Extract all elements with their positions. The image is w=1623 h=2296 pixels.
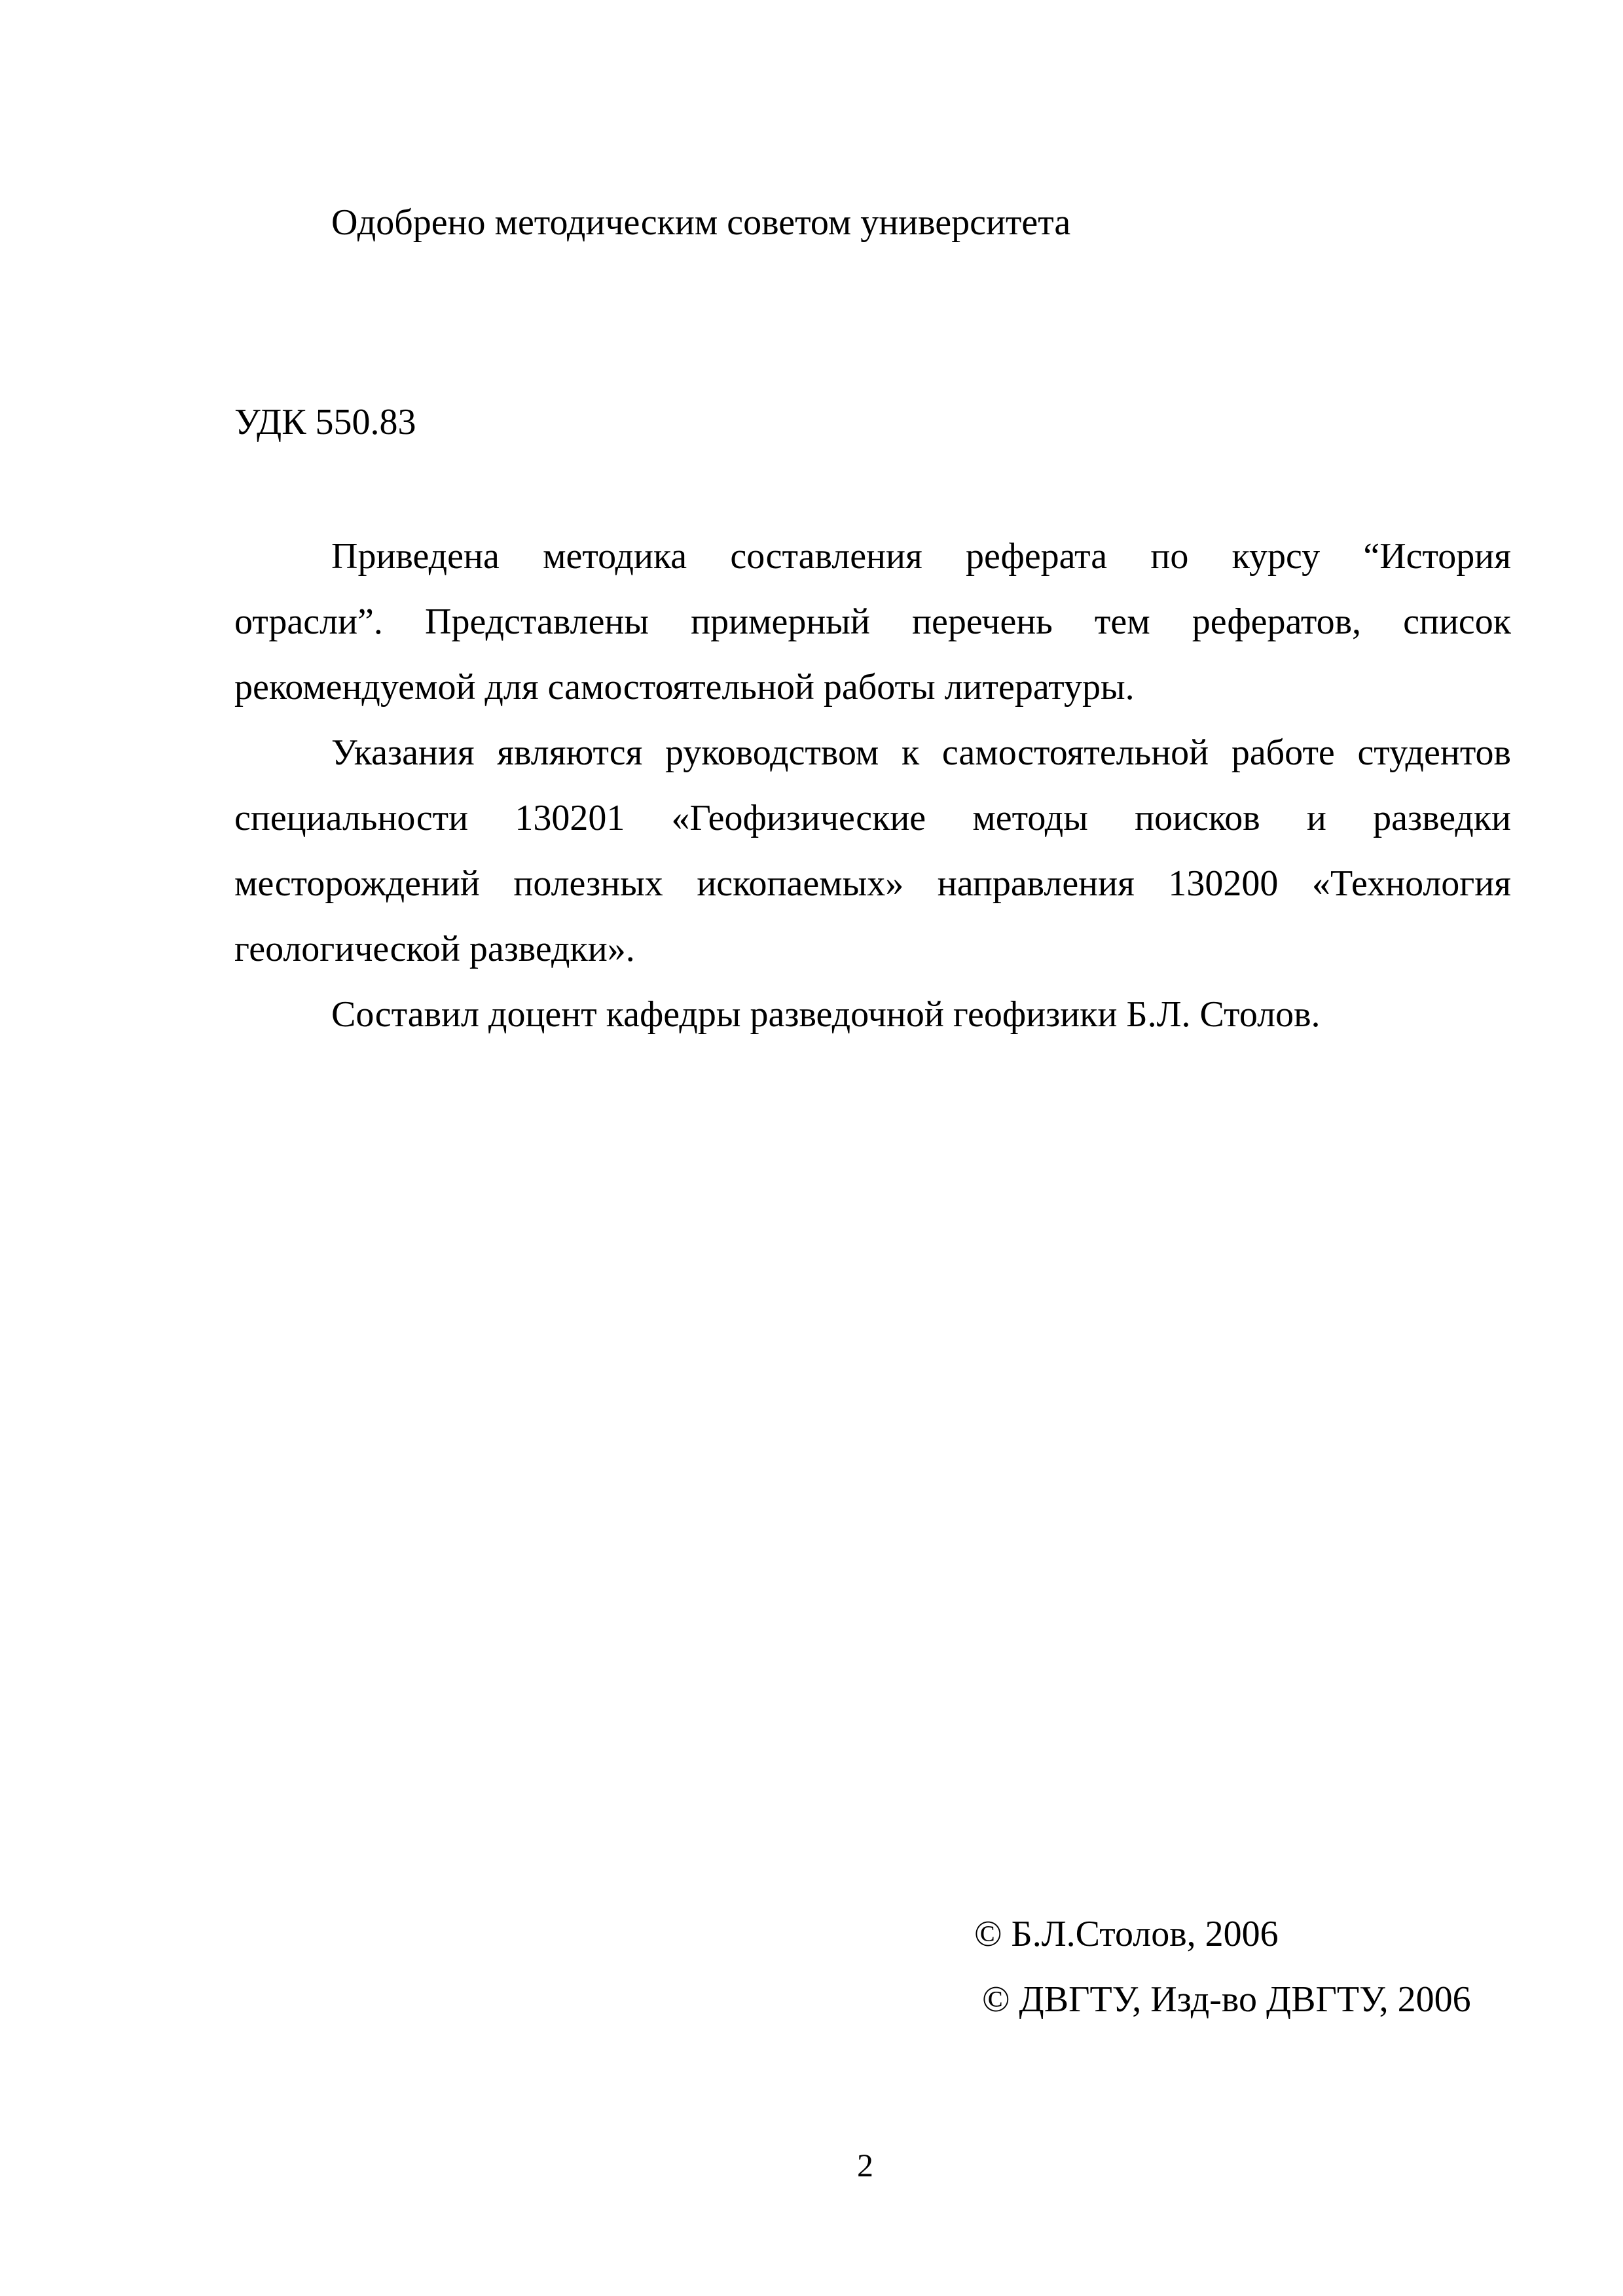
abstract-line: специальности 130201 «Геофизические методы поисков и разведки <box>234 798 1511 838</box>
abstract-line: рекомендуемой для самостоятельной работы литературы. <box>234 667 1135 708</box>
abstract-line: Приведена методика составления реферата по курсу “История <box>331 536 1511 577</box>
copyright-author: © Б.Л.Столов, 2006 <box>974 1914 1279 1954</box>
abstract-line: отрасли”. Представлены примерный перечень тем рефератов, список <box>234 601 1511 642</box>
abstract-line: геологической разведки». <box>234 929 635 969</box>
page-number: 2 <box>857 2147 873 2183</box>
abstract-line: месторождений полезных ископаемых» направления 130200 «Технология <box>234 863 1511 904</box>
abstract-line: Указания являются руководством к самостоятельной работе студентов <box>331 732 1511 773</box>
udk-code: УДК 550.83 <box>234 402 416 442</box>
compiler-note: Составил доцент кафедры разведочной геофизики Б.Л. Столов. <box>331 994 1321 1035</box>
copyright-publisher: © ДВГТУ, Изд-во ДВГТУ, 2006 <box>982 1979 1471 2020</box>
approval-note: Одобрено методическим советом университета <box>331 202 1071 243</box>
